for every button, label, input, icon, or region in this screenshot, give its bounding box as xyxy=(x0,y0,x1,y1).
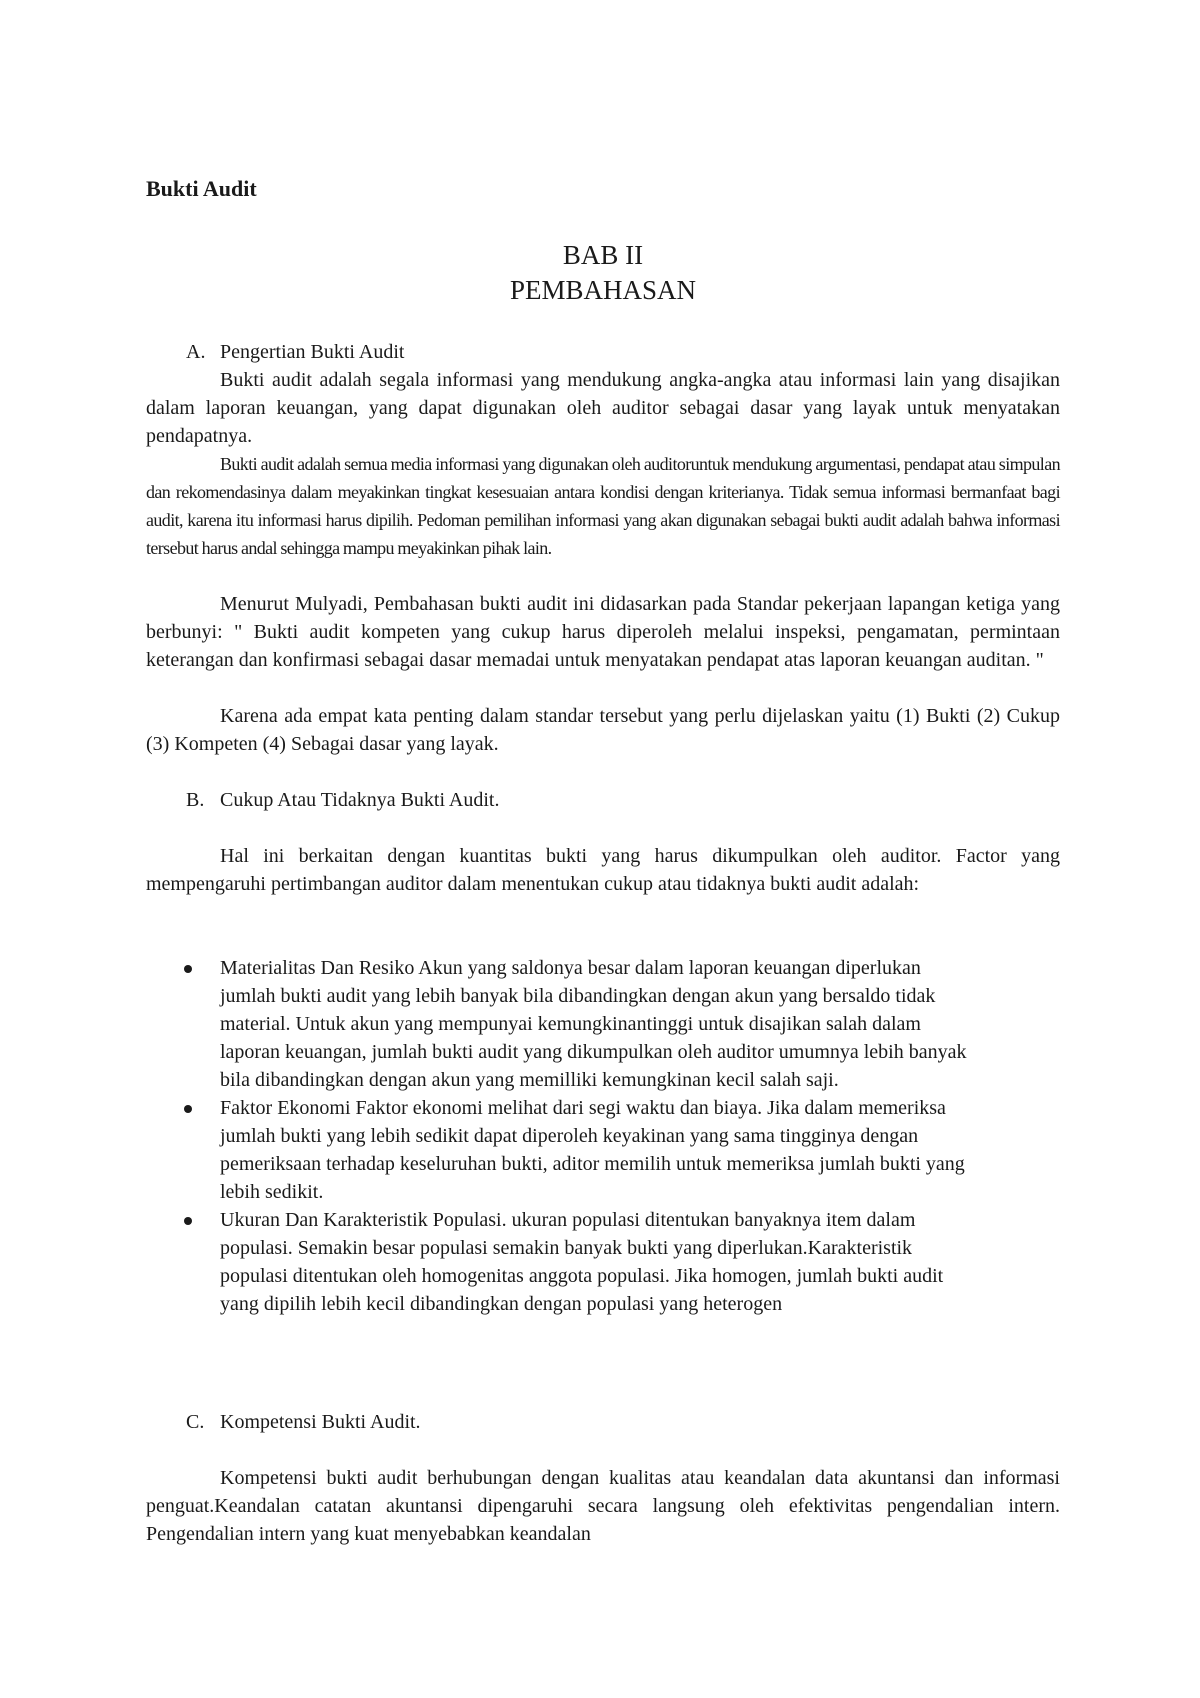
section-c-letter: C. xyxy=(186,1411,205,1433)
section-b-bullet-list xyxy=(146,954,1060,1318)
bullet-text: Materialitas Dan Resiko Akun yang saldonya besar dalam laporan keuangan diperlukan jumlah bukti audit yang lebih banyak bila dibandingkan dengan akun yang bersaldo tidak material. Untuk akun yang mempunyai kemungkinantinggi untuk disajikan salah dalam laporan keuangan, jumlah bukti audit yang dikumpulkan oleh auditor umumnya lebih banyak bila dibandingkan dengan akun yang memilliki kemungkinan kecil salah saji. xyxy=(220,957,967,1091)
section-a-paragraph-2: Bukti audit adalah semua media informasi yang digunakan oleh auditoruntuk mendukung argumentasi, pendapat atau simpulan dan rekomendasinya dalam meyakinkan tingkat kesesuaian antara kondisi dengan kriterianya. Tidak semua informasi bermanfaat bagi audit, karena itu informasi harus dipilih. Pedoman pemilihan informasi yang akan digunakan sebagai bukti audit adalah bahwa informasi tersebut harus andal sehingga mampu meyakinkan pihak lain. xyxy=(146,454,1060,558)
bullet-text: Faktor Ekonomi Faktor ekonomi melihat dari segi waktu dan biaya. Jika dalam memeriksa jumlah bukti yang lebih sedikit dapat diperoleh keyakinan yang sama tingginya dengan pemeriksaan terhadap keseluruhan bukti, aditor memilih untuk memeriksa jumlah bukti yang lebih sedikit. xyxy=(220,1097,965,1203)
section-a-paragraph-4: Karena ada empat kata penting dalam standar tersebut yang perlu dijelaskan yaitu (1) Bukti (2) Cukup (3) Kompeten (4) Sebagai dasar yang layak. xyxy=(146,705,1060,755)
section-c-heading xyxy=(186,1408,421,1436)
chapter-title: PEMBAHASAN xyxy=(509,275,697,305)
section-b-letter: B. xyxy=(186,789,205,811)
bullet-dot-icon xyxy=(184,1217,192,1225)
section-b-heading xyxy=(186,786,499,814)
section-b-title: Cukup Atau Tidaknya Bukti Audit. xyxy=(220,789,500,811)
bullet-text: Ukuran Dan Karakteristik Populasi. ukuran populasi ditentukan banyaknya item dalam populasi. Semakin besar populasi semakin banyak bukti yang diperlukan.Karakteristik populasi ditentukan oleh homogenitas anggota populasi. Jika homogen, jumlah bukti audit yang dipilih lebih kecil dibandingkan dengan populasi yang heterogen xyxy=(220,1209,944,1315)
chapter-number: BAB II xyxy=(562,240,644,270)
section-b-intro: Hal ini berkaitan dengan kuantitas bukti yang harus dikumpulkan oleh auditor. Factor yang mempengaruhi pertimbangan auditor dalam menentukan cukup atau tidaknya bukti audit adalah: xyxy=(146,845,1060,895)
bullet-dot-icon xyxy=(184,1105,192,1113)
bullet-item-ukuran-populasi xyxy=(146,1206,980,1318)
document-label: Bukti Audit xyxy=(146,176,257,201)
bullet-dot-icon xyxy=(184,965,192,973)
section-a-heading xyxy=(186,338,404,366)
section-a-letter: A. xyxy=(186,341,206,363)
section-a-paragraph-1: Bukti audit adalah segala informasi yang mendukung angka-angka atau informasi lain yang disajikan dalam laporan keuangan, yang dapat digunakan oleh auditor sebagai dasar yang layak untuk menyatakan pendapatnya. xyxy=(146,369,1060,447)
section-c-title: Kompetensi Bukti Audit. xyxy=(220,1411,421,1433)
section-a-paragraph-3: Menurut Mulyadi, Pembahasan bukti audit ini didasarkan pada Standar pekerjaan lapangan ketiga yang berbunyi: " Bukti audit kompeten yang cukup harus diperoleh melalui inspeksi, pengamatan, permintaan keterangan dan konfirmasi sebagai dasar memadai untuk menyatakan pendapat atas laporan keuangan auditan. " xyxy=(146,593,1060,671)
section-a-title: Pengertian Bukti Audit xyxy=(220,341,405,363)
bullet-item-faktor-ekonomi xyxy=(146,1094,980,1206)
section-c-intro: Kompetensi bukti audit berhubungan dengan kualitas atau keandalan data akuntansi dan informasi penguat.Keandalan catatan akuntansi dipengaruhi secara langsung oleh efektivitas pengendalian intern. Pengendalian intern yang kuat menyebabkan keandalan xyxy=(146,1467,1060,1545)
bullet-item-materialitas xyxy=(146,954,980,1094)
